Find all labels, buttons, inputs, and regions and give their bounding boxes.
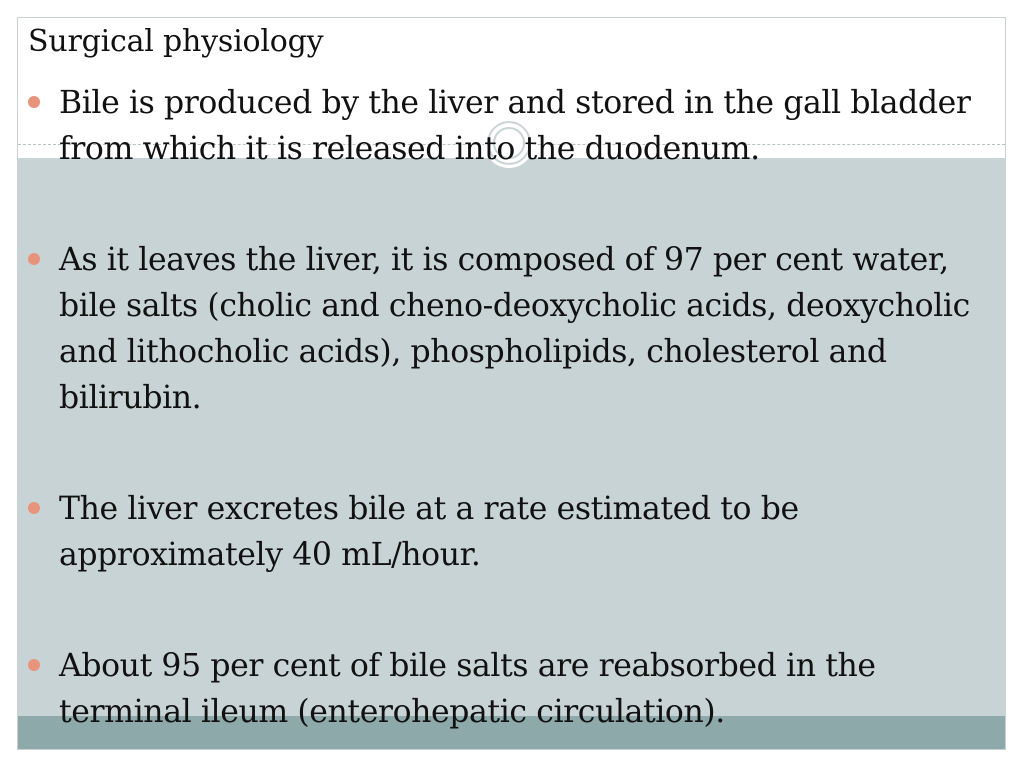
bullet-text: As it leaves the liver, it is composed of 97 per cent water, bile salts (cholic and cheno-deoxycholic acids, deoxycholic and lithocholic acids), phospholipids, cholesterol and bilirubin. <box>59 242 970 416</box>
slide-title: Surgical physiology <box>28 24 324 59</box>
bullet-dot-icon <box>28 96 40 108</box>
bullet-dot-icon <box>28 253 40 265</box>
bullet-text: The liver excretes bile at a rate estimated to be approximately 40 mL/hour. <box>59 491 799 573</box>
bullet-list <box>28 80 988 735</box>
bullet-item <box>28 237 988 421</box>
bullet-item <box>28 643 988 735</box>
bullet-dot-icon <box>28 502 40 514</box>
bullet-item <box>28 80 988 172</box>
bullet-text: About 95 per cent of bile salts are reabsorbed in the terminal ileum (enterohepatic circulation). <box>59 648 876 730</box>
bullet-dot-icon <box>28 659 40 671</box>
bullet-item <box>28 486 988 578</box>
bullet-text: Bile is produced by the liver and stored in the gall bladder from which it is released into the duodenum. <box>59 85 971 167</box>
